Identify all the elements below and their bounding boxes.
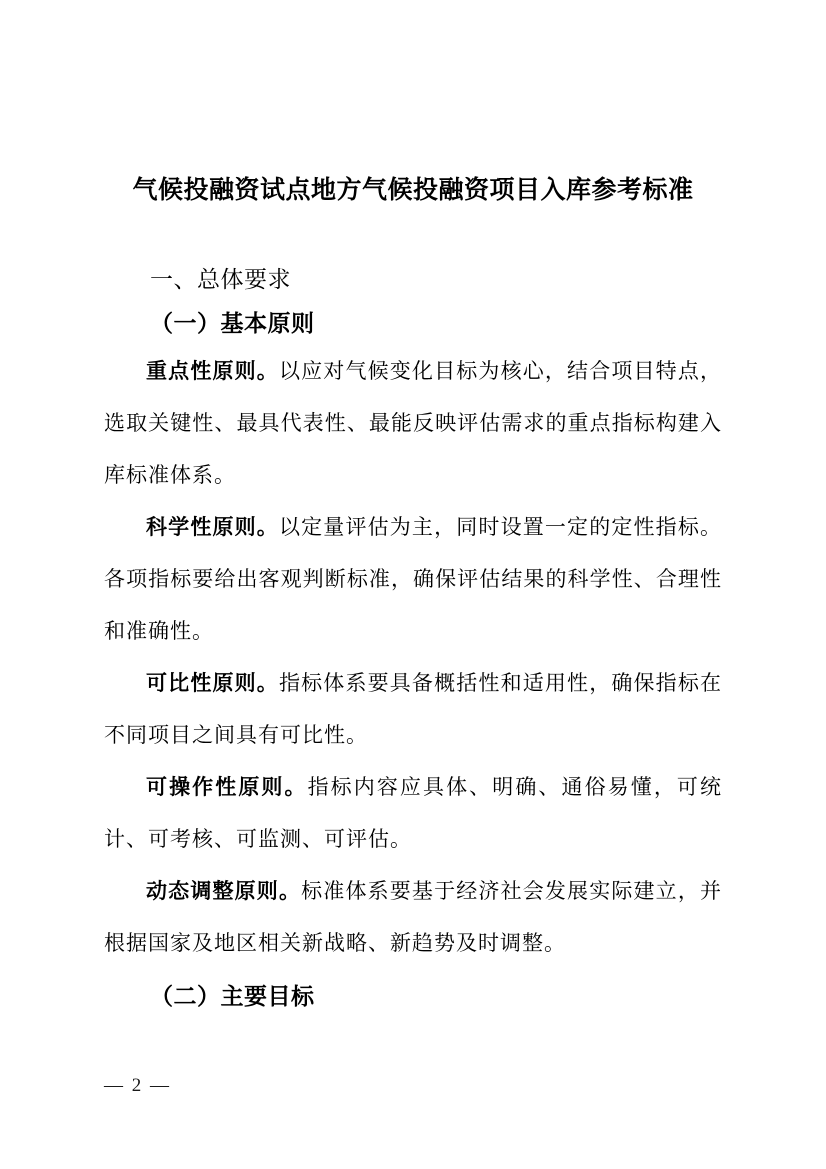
paragraph-lead-bold: 可操作性原则。 bbox=[146, 776, 308, 799]
paragraph-lead-bold: 重点性原则。 bbox=[146, 360, 279, 383]
paragraph-lead-bold: 科学性原则。 bbox=[146, 516, 279, 539]
paragraph-lead-bold: 可比性原则。 bbox=[146, 672, 279, 695]
paragraph-lead-bold: 动态调整原则。 bbox=[146, 880, 302, 903]
paragraph-scientific-principle bbox=[104, 502, 722, 658]
document-title: 气候投融资试点地方气候投融资项目入库参考标准 bbox=[132, 176, 694, 204]
subsection-heading-basic-principles: （一）基本原则 bbox=[150, 310, 315, 336]
paragraph-text: 以应对气候变化目标为核心，结合项目特点，选取关键性、最具代表性、最能反映评估需求的重点指标构建入库标准体系。 bbox=[104, 360, 723, 487]
paragraph-text: 指标体系要具备概括性和适用性，确保指标在不同项目之间具有可比性。 bbox=[104, 672, 723, 747]
paragraph-comparability-principle bbox=[104, 658, 722, 762]
paragraph-text: 指标内容应具体、明确、通俗易懂，可统计、可考核、可监测、可评估。 bbox=[104, 776, 723, 851]
page-number: — 2 — bbox=[104, 1075, 171, 1096]
paragraph-key-principle bbox=[104, 346, 722, 502]
paragraph-operability-principle bbox=[104, 762, 722, 866]
paragraph-text: 以定量评估为主，同时设置一定的定性指标。各项指标要给出客观判断标准，确保评估结果的科学性、合理性和准确性。 bbox=[104, 516, 723, 643]
section-heading-overall-requirements: 一、总体要求 bbox=[150, 266, 291, 292]
paragraph-dynamic-adjustment-principle bbox=[104, 866, 722, 970]
subsection-heading-main-goals: （二）主要目标 bbox=[150, 983, 315, 1009]
paragraph-text: 标准体系要基于经济社会发展实际建立，并根据国家及地区相关新战略、新趋势及时调整。 bbox=[104, 880, 723, 955]
